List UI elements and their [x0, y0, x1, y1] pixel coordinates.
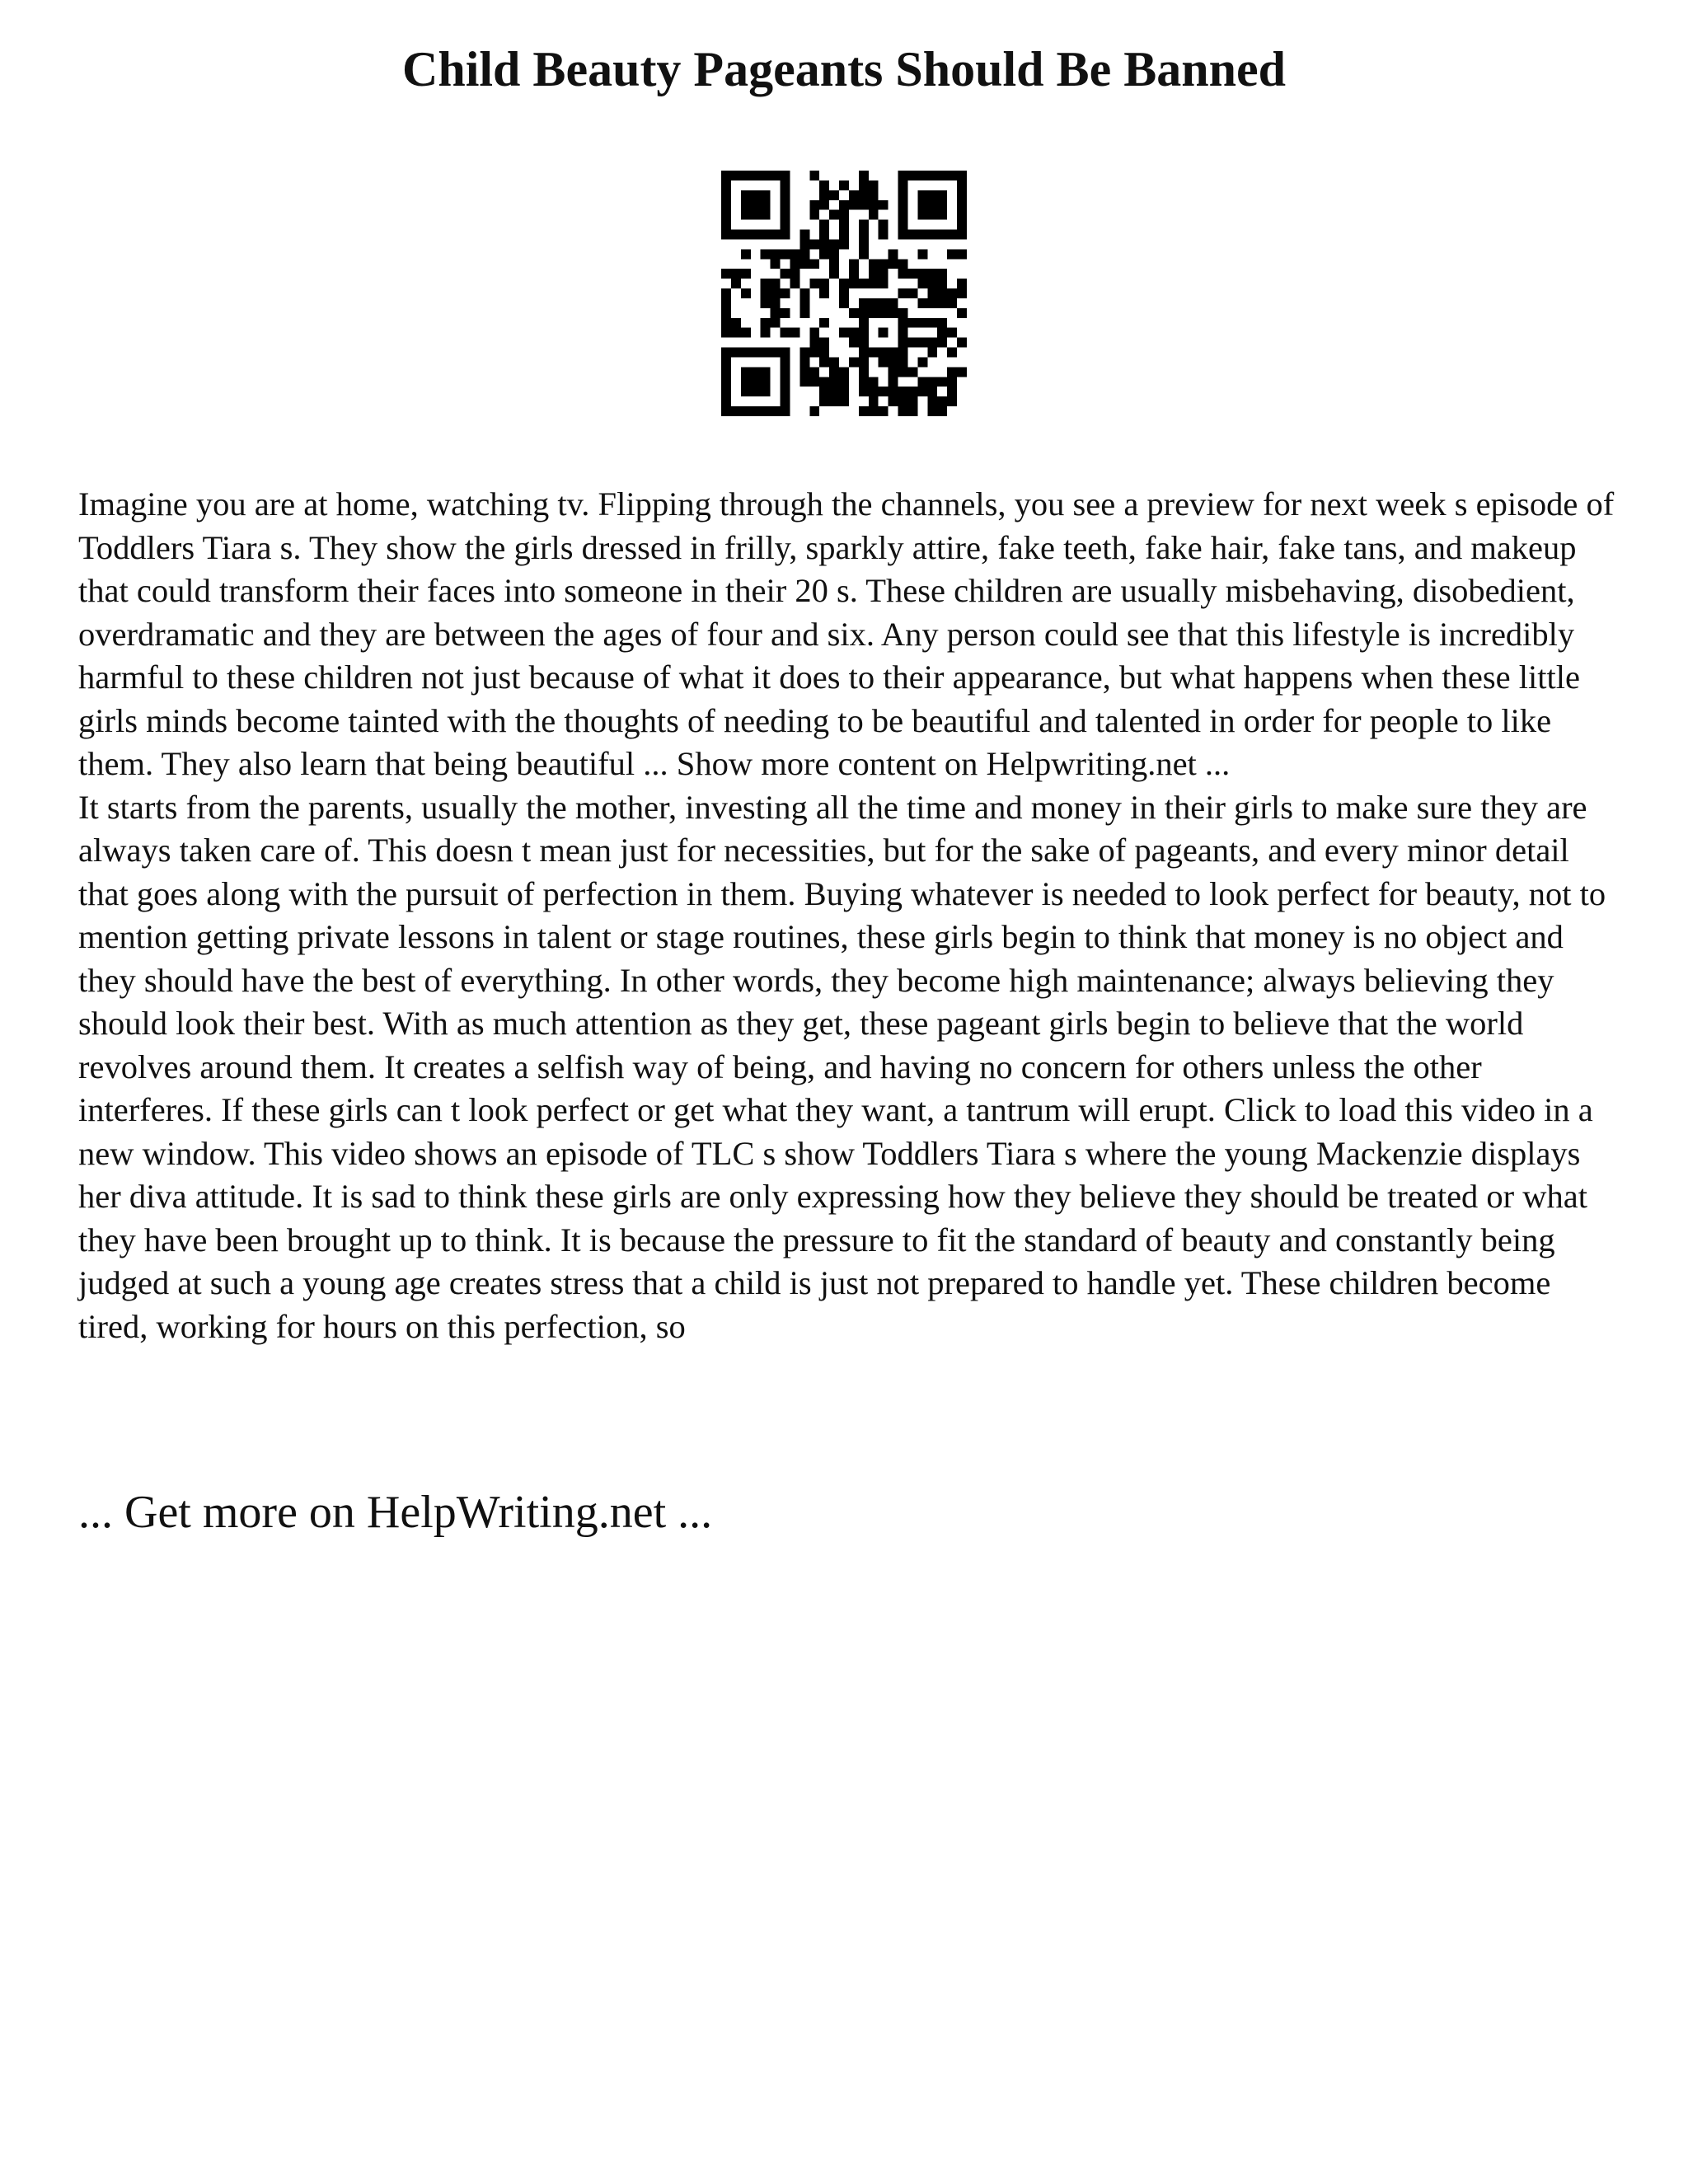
document-body: [78, 483, 1615, 1348]
get-more-link[interactable]: ... Get more on HelpWriting.net ...: [78, 1487, 713, 1538]
paragraph-intro: Imagine you are at home, watching tv. Flipping through the channels, you see a preview for next week s episode of Toddlers Tiara s. They show the girls dressed in frilly, sparkly attire, fake teeth, fake hair, fake tans, and makeup that could transform their faces into someone in their 20 s. These children are usually misbehaving, disobedient, overdramatic and they are between the ages of four and six. Any person could see that this lifestyle is incredibly harmful to these children not just because of what it does to their appearance, but what happens when these little girls minds become tainted with the thoughts of needing to be beautiful and talented in order for people to like them. They also learn that being beautiful ... Show more content on Helpwriting.net ...: [78, 485, 1615, 782]
paragraph-parents: It starts from the parents, usually the mother, investing all the time and money in their girls to make sure they are always taken care of. This doesn t mean just for necessities, but for the sake of pageants, and every minor detail that goes along with the pursuit of perfection in them. Buying whatever is needed to look perfect for beauty, not to mention getting private lessons in talent or stage routines, these girls begin to think that money is no object and they should have the best of everything. In other words, they become high maintenance; always believing they should look their best. With as much attention as they get, these pageant girls begin to believe that the world revolves around them. It creates a selfish way of being, and having no concern for others unless the other interferes. If these girls can t look perfect or get what they want, a tantrum will erupt. Click to load this video in a new window. This video shows an episode of TLC s show Toddlers Tiara s where the young Mackenzie displays her diva attitude. It is sad to think these girls are only expressing how they believe they should be treated or what they have been brought up to think. It is because the pressure to fit the standard of beauty and constantly being judged at such a young age creates stress that a child is just not prepared to handle yet. These children become tired, working for hours on this perfection, so: [78, 788, 1606, 1345]
document-title: Child Beauty Pageants Should Be Banned: [402, 42, 1286, 96]
qr-code-icon[interactable]: [721, 171, 967, 416]
